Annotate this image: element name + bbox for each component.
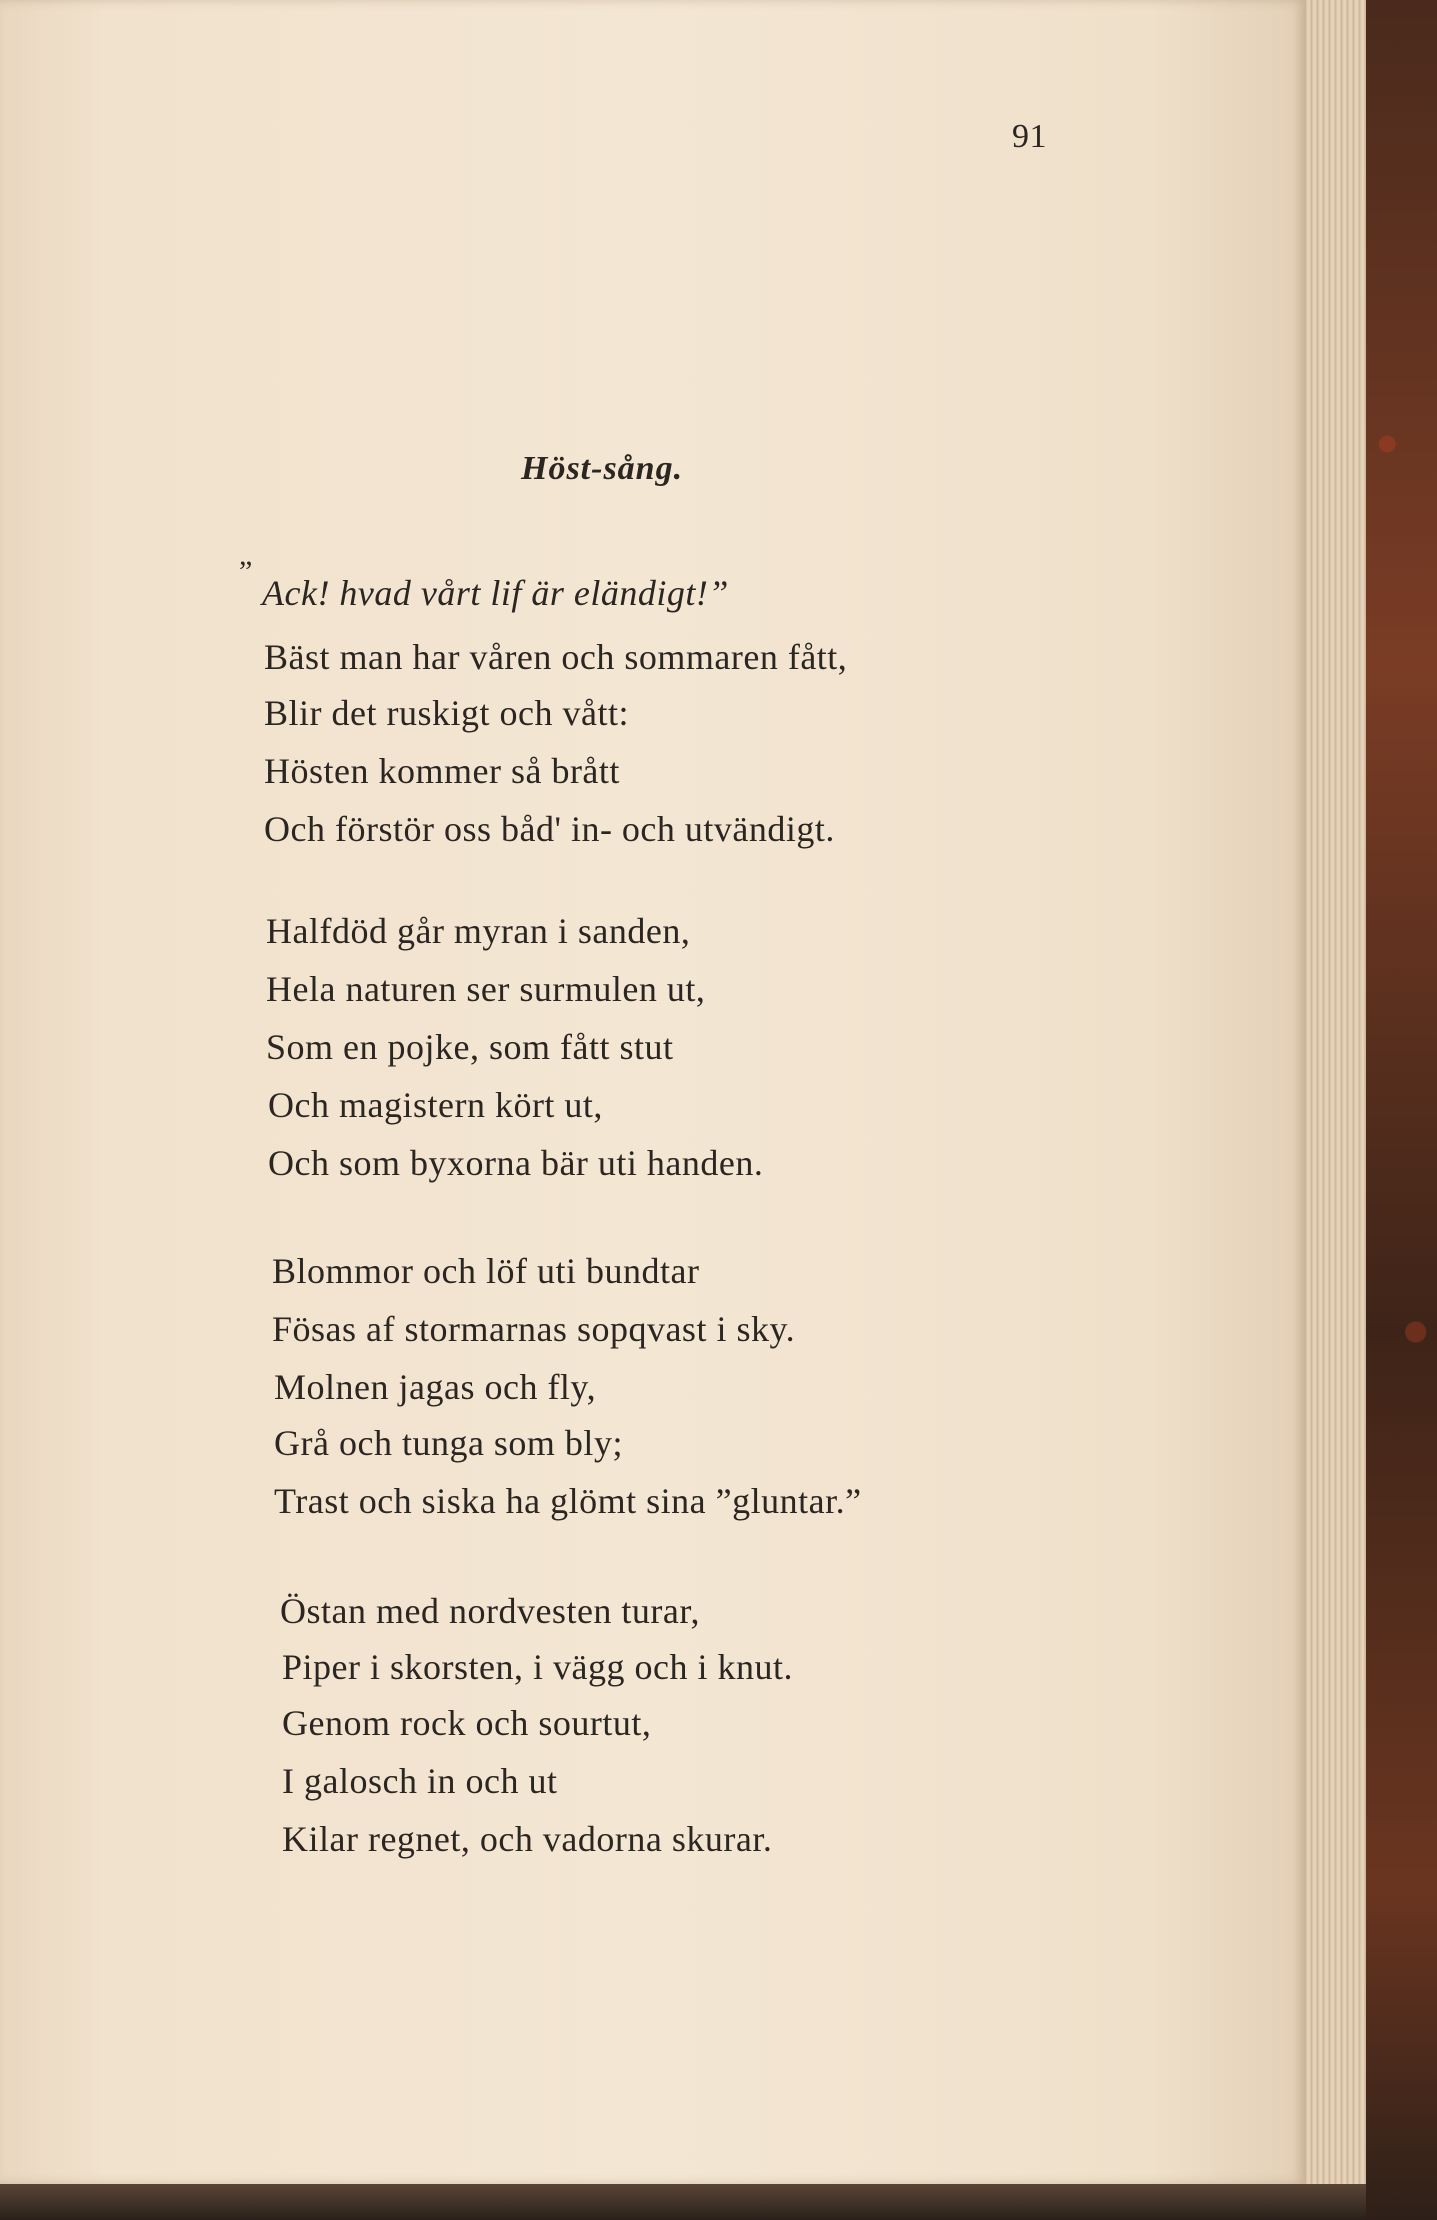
book-cover-marbled [1366, 0, 1437, 2220]
poem-line: I galosch in och ut [282, 1761, 558, 1801]
poem-line: Blommor och löf uti bundtar [272, 1251, 700, 1291]
poem-title: Höst-sång. [521, 450, 684, 487]
poem-line: Och förstör oss båd' in- och utvändigt. [264, 809, 835, 849]
poem-line: Kilar regnet, och vadorna skurar. [282, 1819, 773, 1859]
opening-quote: ” [239, 555, 253, 588]
poem-line: Grå och tunga som bly; [274, 1423, 623, 1463]
poem-line: Molnen jagas och fly, [274, 1367, 597, 1407]
poem-line: Och magistern kört ut, [268, 1085, 603, 1125]
poem-line: Som en pojke, som fått stut [266, 1027, 674, 1067]
poem-line: Piper i skorsten, i vägg och i knut. [282, 1647, 793, 1687]
page-edges [1306, 0, 1366, 2200]
book-bottom-board [0, 2184, 1366, 2220]
poem-line: Fösas af stormarnas sopqvast i sky. [272, 1309, 796, 1349]
poem-line: Bäst man har våren och sommaren fått, [264, 637, 848, 677]
poem-line: Trast och siska ha glömt sina ”gluntar.” [274, 1481, 862, 1521]
poem-line: Blir det ruskigt och vått: [264, 693, 629, 733]
poem-line: Halfdöd går myran i sanden, [266, 911, 691, 951]
poem-line: Östan med nordvesten turar, [280, 1591, 700, 1631]
poem-line: Genom rock och sourtut, [282, 1703, 652, 1743]
poem-line: Och som byxorna bär uti handen. [268, 1143, 764, 1183]
poem-line: Hela naturen ser surmulen ut, [266, 969, 706, 1009]
poem-line: Ack! hvad vårt lif är eländigt!” [262, 573, 729, 613]
poem-line: Hösten kommer så brått [264, 751, 620, 791]
page-number: 91 [1012, 118, 1047, 155]
